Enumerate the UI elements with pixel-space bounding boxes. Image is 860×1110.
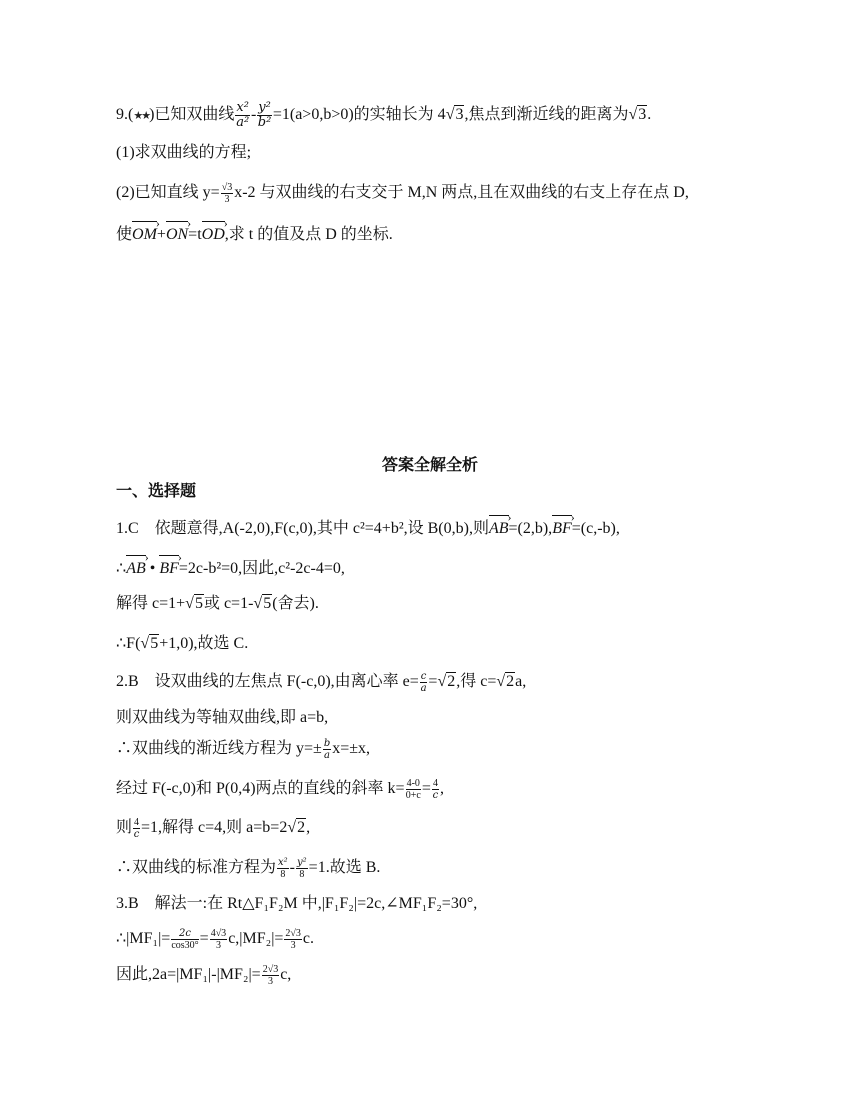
answer-3-line-2: ∴|MF₁|= $\frac{2c}{\cos 30^\circ}$ = $\frac{4√3}{3}$ c,|MF₂|= $\frac{2√3}{3}$ c. [116, 927, 315, 951]
problem-9-part-2: (2)已知直线 y= $\frac{√3}{3}$ x-2 与双曲线的右支交于 M,N 两点,且在双曲线的右支上存在点 D, [116, 181, 689, 205]
vector-od: › OD [202, 219, 225, 247]
vector-ab: › AB [489, 513, 509, 541]
vector-om: › OM [132, 219, 157, 247]
problem-9-stem: 9.(★★)已知双曲线 $\frac{\text{x²}}{\text{a²}}$ - $\frac{\text{y²}}{\text{b²}}$ =1(a>0,b>0)的实轴长为 4√3,焦点到渐近线的距离为√3. [116, 100, 652, 130]
vector-on: › ON [166, 219, 188, 247]
sqrt-3: √3 [445, 106, 464, 124]
answer-3-line-3: 因此,2a=|MF₁|-|MF₂|= $\frac{2√3}{3}$ c, [116, 963, 292, 987]
problem-9-part-2-cont: 使› OM+› ON=t› OD,求 t 的值及点 D 的坐标. [116, 219, 393, 247]
answer-2-line-5: 则 $\frac{4}{c}$ =1,解得 c=4,则 a=b=2√2, [116, 816, 311, 840]
answer-1-line-3: 解得 c=1+√5或 c=1-√5(舍去). [116, 595, 319, 612]
answer-2-line-2: 则双曲线为等轴双曲线,即 a=b, [116, 709, 329, 726]
vector-bf: › BF [552, 513, 572, 541]
problem-9-part-1: (1)求双曲线的方程; [116, 144, 252, 161]
answer-1-line-4: ∴F(√5+1,0),故选 C. [116, 635, 249, 652]
answer-title: 答案全解全析 [381, 457, 478, 474]
fraction-y2-b2: $\frac{\text{y²}}{\text{b²}}$ [257, 100, 272, 130]
sqrt-3-b: √3 [628, 106, 647, 124]
fraction-sqrt3-3: $\frac{√3}{3}$ [221, 181, 233, 205]
answer-2-line-6: ∴双曲线的标准方程为 $\frac{\text{x²}}{8}$ - $\frac{\text{y²}}{8}$ =1.故选 B. [116, 856, 381, 880]
difficulty-stars-icon: ★★ [133, 110, 150, 123]
answer-1-line-2: ∴› AB • › BF=2c-b²=0,因此,c²-2c-4=0, [116, 553, 345, 581]
vector-ab-2: › AB [126, 553, 146, 581]
answer-2-line-1: 2.B 设双曲线的左焦点 F(-c,0),由离心率 e= $\frac{c}{a}$ =√2,得 c=√2a, [116, 670, 527, 694]
answer-3-line-1: 3.B 解法一:在 Rt△F₁F₂M 中,|F₁F₂|=2c,∠MF₁F₂=30°, [116, 895, 478, 912]
section-heading: 一、选择题 [116, 483, 197, 500]
fraction-x2-a2: $\frac{\text{x²}}{\text{a²}}$ [236, 100, 250, 130]
vector-bf-2: › BF [159, 553, 179, 581]
answer-1-line-1: 1.C 依题意得,A(-2,0),F(c,0),其中 c²=4+b²,设 B(0,b),则› AB=(2,b),› BF=(c,-b), [116, 513, 620, 541]
answer-2-line-4: 经过 F(-c,0)和 P(0,4)两点的直线的斜率 k= $\frac{4-0}{0+c}$ = $\frac{4}{c}$ , [116, 777, 444, 801]
answer-2-line-3: ∴双曲线的渐近线方程为 y=± $\frac{b}{a}$ x=±x, [116, 737, 371, 761]
